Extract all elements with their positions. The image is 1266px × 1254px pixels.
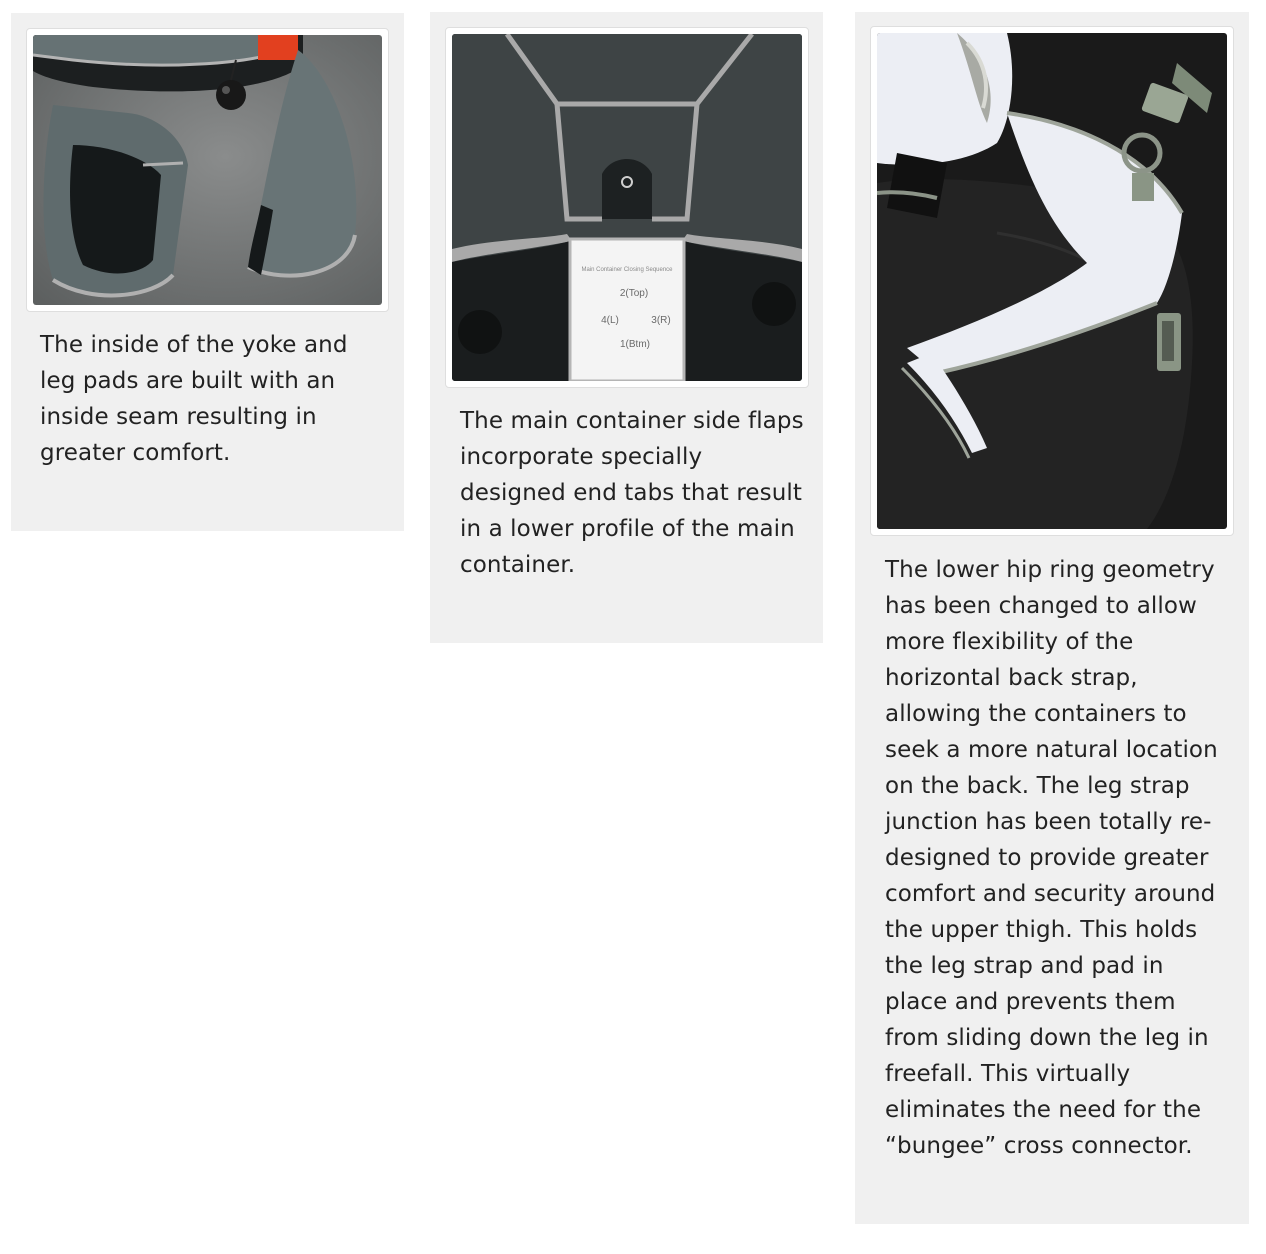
gallery-card-yoke-pads (11, 13, 404, 531)
label-left: 4(L) (601, 315, 619, 326)
thumbnail-frame[interactable] (26, 28, 389, 312)
image-caption: The main container side flaps incorporate specially designed end tabs that result in a lower profile of the main container. (460, 408, 804, 578)
label-bottom: 1(Btm) (620, 339, 650, 350)
image-caption: The lower hip ring geometry has been changed to allow more flexibility of the horizontal back strap, allowing the containers to seek a more natural location on the back. The leg strap junction has been totally re-designed to provide greater comfort and security around the upper thigh. This holds the leg strap and pad in place and prevents them from sliding down the leg in freefall. This virtually eliminates the need for the “bungee” cross connector. (885, 557, 1218, 1159)
hip-ring-photo (877, 33, 1227, 529)
yoke-leg-pads-photo (33, 35, 382, 305)
label-top: 2(Top) (619, 288, 649, 299)
gallery-card-side-flaps (430, 12, 823, 643)
label-right: 3(R) (651, 315, 671, 326)
main-container-photo (452, 34, 802, 381)
thumbnail-frame[interactable] (445, 27, 809, 388)
image-caption: The inside of the yoke and leg pads are built with an inside seam resulting in greater comfort. (40, 332, 348, 466)
gallery-card-hip-ring (855, 12, 1249, 1224)
thumbnail-frame[interactable] (870, 26, 1234, 536)
label-title: Main Container Closing Sequence (581, 267, 673, 273)
